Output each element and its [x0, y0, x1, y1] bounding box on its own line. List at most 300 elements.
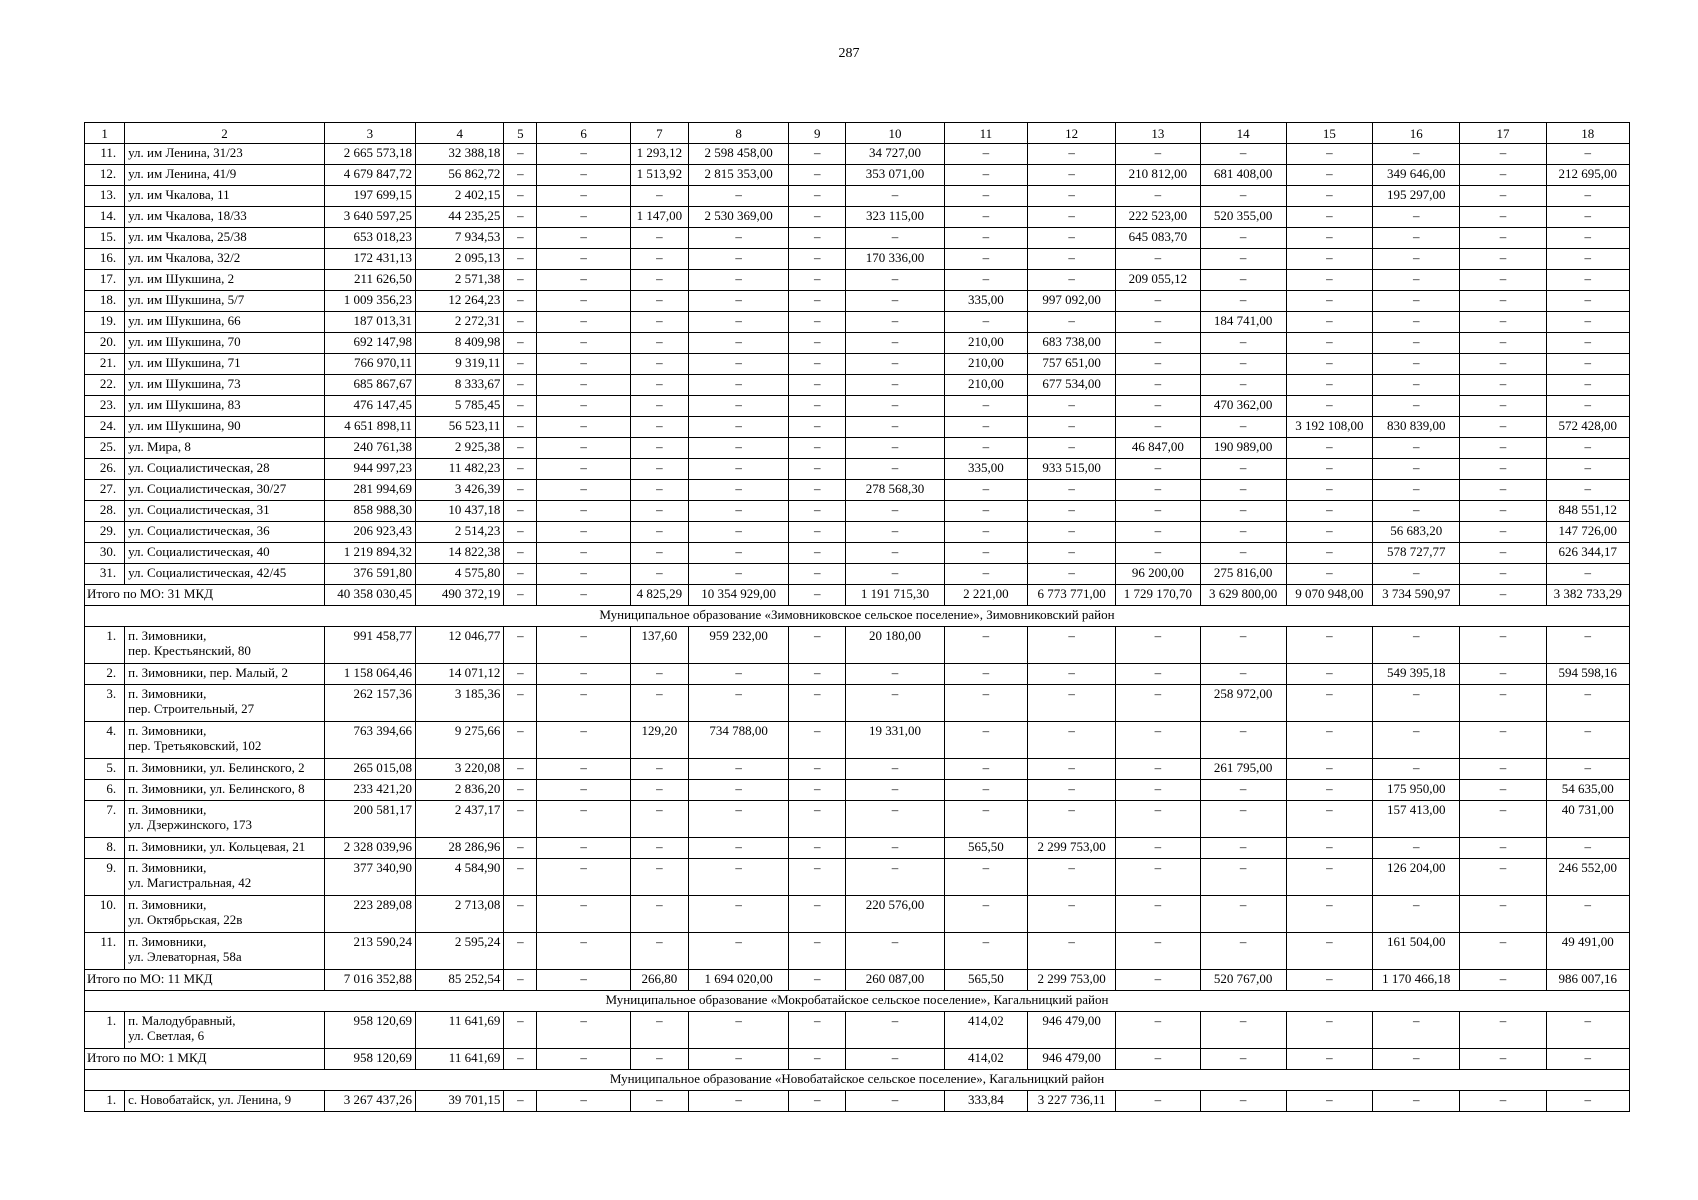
value-cell: – — [1460, 664, 1546, 685]
value-cell: – — [1460, 480, 1546, 501]
total-value-cell: 10 354 929,00 — [688, 585, 788, 606]
value-cell: – — [688, 564, 788, 585]
value-cell: 946 479,00 — [1027, 1012, 1115, 1049]
table-row — [85, 270, 1630, 291]
value-cell: – — [630, 801, 688, 838]
value-cell: – — [944, 627, 1027, 664]
value-cell: – — [1373, 228, 1460, 249]
value-cell: – — [1200, 543, 1286, 564]
value-cell: – — [1460, 759, 1546, 780]
total-value-cell: – — [1286, 1049, 1372, 1070]
value-cell: – — [537, 801, 630, 838]
value-cell: 126 204,00 — [1373, 859, 1460, 896]
value-cell: – — [1286, 1091, 1372, 1112]
total-value-cell: 1 729 170,70 — [1116, 585, 1200, 606]
value-cell: 220 576,00 — [846, 896, 944, 933]
value-cell: – — [537, 896, 630, 933]
value-cell: – — [688, 417, 788, 438]
value-cell: – — [688, 780, 788, 801]
value-cell: – — [1116, 480, 1200, 501]
value-cell: – — [1116, 838, 1200, 859]
value-cell: – — [1116, 375, 1200, 396]
total-value-cell: – — [537, 970, 630, 991]
value-cell: – — [1286, 664, 1372, 685]
value-cell: – — [1116, 291, 1200, 312]
value-cell: – — [1027, 186, 1115, 207]
value-cell: – — [630, 375, 688, 396]
value-cell: – — [1373, 207, 1460, 228]
value-cell: – — [944, 186, 1027, 207]
value-cell: 213 590,24 — [324, 933, 415, 970]
row-number: 23. — [85, 396, 125, 417]
value-cell: – — [688, 438, 788, 459]
value-cell: – — [1116, 685, 1200, 722]
value-cell: – — [1286, 896, 1372, 933]
value-cell: 959 232,00 — [688, 627, 788, 664]
value-cell: – — [1027, 228, 1115, 249]
total-value-cell: 1 694 020,00 — [688, 970, 788, 991]
row-number: 25. — [85, 438, 125, 459]
value-cell: – — [1373, 396, 1460, 417]
value-cell: – — [1286, 501, 1372, 522]
value-cell: – — [1027, 933, 1115, 970]
value-cell: – — [504, 375, 537, 396]
value-cell: – — [504, 501, 537, 522]
value-cell: – — [1116, 417, 1200, 438]
value-cell: – — [1200, 1012, 1286, 1049]
total-row — [85, 1049, 1630, 1070]
value-cell: – — [630, 354, 688, 375]
value-cell: – — [1460, 838, 1546, 859]
value-cell: 222 523,00 — [1116, 207, 1200, 228]
value-cell: – — [504, 564, 537, 585]
value-cell: 3 227 736,11 — [1027, 1091, 1115, 1112]
column-number-cell: 11 — [944, 123, 1027, 144]
value-cell: – — [846, 543, 944, 564]
value-cell: – — [789, 333, 846, 354]
value-cell: – — [1286, 480, 1372, 501]
value-cell: – — [1200, 480, 1286, 501]
value-cell: – — [1027, 165, 1115, 186]
row-number: 29. — [85, 522, 125, 543]
value-cell: – — [630, 249, 688, 270]
value-cell: – — [630, 859, 688, 896]
column-number-cell: 1 — [85, 123, 125, 144]
value-cell: – — [944, 933, 1027, 970]
value-cell: – — [1460, 207, 1546, 228]
value-cell: – — [944, 501, 1027, 522]
total-value-cell: – — [1546, 1049, 1629, 1070]
value-cell: – — [1286, 144, 1372, 165]
value-cell: 9 319,11 — [416, 354, 504, 375]
total-value-cell: – — [688, 1049, 788, 1070]
value-cell: 414,02 — [944, 1012, 1027, 1049]
address-cell: ул. им Шукшина, 73 — [125, 375, 325, 396]
value-cell: 56 683,20 — [1373, 522, 1460, 543]
value-cell: – — [1546, 333, 1629, 354]
value-cell: – — [1116, 759, 1200, 780]
value-cell: – — [688, 228, 788, 249]
address-cell: п. Зимовники, пер. Третьяковский, 102 — [125, 722, 325, 759]
value-cell: 323 115,00 — [846, 207, 944, 228]
row-number: 14. — [85, 207, 125, 228]
row-number: 22. — [85, 375, 125, 396]
row-number: 16. — [85, 249, 125, 270]
value-cell: – — [504, 859, 537, 896]
value-cell: – — [1546, 144, 1629, 165]
total-value-cell: – — [537, 585, 630, 606]
value-cell: 3 220,08 — [416, 759, 504, 780]
value-cell: 223 289,08 — [324, 896, 415, 933]
total-value-cell: – — [537, 1049, 630, 1070]
total-value-cell: 1 191 715,30 — [846, 585, 944, 606]
value-cell: – — [1116, 312, 1200, 333]
table-row — [85, 1091, 1630, 1112]
value-cell: 210,00 — [944, 333, 1027, 354]
value-cell: 549 395,18 — [1373, 664, 1460, 685]
value-cell: – — [1460, 333, 1546, 354]
value-cell: – — [537, 1091, 630, 1112]
value-cell: – — [1116, 780, 1200, 801]
value-cell: – — [630, 522, 688, 543]
row-number: 9. — [85, 859, 125, 896]
total-value-cell: – — [1200, 1049, 1286, 1070]
value-cell: – — [688, 312, 788, 333]
value-cell: 40 731,00 — [1546, 801, 1629, 838]
value-cell: – — [789, 664, 846, 685]
value-cell: – — [846, 375, 944, 396]
value-cell: 210,00 — [944, 354, 1027, 375]
value-cell: – — [537, 564, 630, 585]
value-cell: 2 514,23 — [416, 522, 504, 543]
value-cell: 677 534,00 — [1027, 375, 1115, 396]
table-row — [85, 375, 1630, 396]
table-row — [85, 801, 1630, 838]
value-cell: 2 530 369,00 — [688, 207, 788, 228]
value-cell: 12 046,77 — [416, 627, 504, 664]
value-cell: – — [789, 186, 846, 207]
row-number: 10. — [85, 896, 125, 933]
value-cell: 1 293,12 — [630, 144, 688, 165]
total-value-cell: 40 358 030,45 — [324, 585, 415, 606]
page-number: 287 — [838, 46, 860, 61]
total-value-cell: – — [1116, 970, 1200, 991]
address-cell: ул. им Чкалова, 11 — [125, 186, 325, 207]
value-cell: – — [688, 801, 788, 838]
value-cell: 197 699,15 — [324, 186, 415, 207]
total-value-cell: 2 299 753,00 — [1027, 970, 1115, 991]
row-number: 17. — [85, 270, 125, 291]
value-cell: – — [944, 480, 1027, 501]
value-cell: – — [537, 838, 630, 859]
table-row — [85, 780, 1630, 801]
value-cell: – — [789, 759, 846, 780]
value-cell: 175 950,00 — [1373, 780, 1460, 801]
value-cell: 3 640 597,25 — [324, 207, 415, 228]
value-cell: 1 009 356,23 — [324, 291, 415, 312]
value-cell: – — [537, 522, 630, 543]
value-cell: – — [789, 375, 846, 396]
value-cell: – — [789, 1091, 846, 1112]
value-cell: – — [846, 780, 944, 801]
value-cell: 692 147,98 — [324, 333, 415, 354]
value-cell: 2 836,20 — [416, 780, 504, 801]
value-cell: 376 591,80 — [324, 564, 415, 585]
value-cell: – — [688, 354, 788, 375]
value-cell: – — [1116, 627, 1200, 664]
value-cell: – — [688, 501, 788, 522]
value-cell: – — [504, 333, 537, 354]
value-cell: – — [537, 312, 630, 333]
table-row — [85, 438, 1630, 459]
value-cell: – — [1200, 627, 1286, 664]
value-cell: – — [504, 249, 537, 270]
table-row — [85, 838, 1630, 859]
value-cell: – — [504, 1091, 537, 1112]
value-cell: 265 015,08 — [324, 759, 415, 780]
value-cell: – — [1027, 780, 1115, 801]
value-cell: – — [1027, 522, 1115, 543]
total-value-cell: 260 087,00 — [846, 970, 944, 991]
value-cell: – — [846, 664, 944, 685]
value-cell: – — [688, 291, 788, 312]
value-cell: – — [1546, 722, 1629, 759]
address-cell: с. Новобатайск, ул. Ленина, 9 — [125, 1091, 325, 1112]
total-value-cell: 986 007,16 — [1546, 970, 1629, 991]
value-cell: – — [1286, 459, 1372, 480]
address-cell: ул. Социалистическая, 40 — [125, 543, 325, 564]
value-cell: – — [1373, 627, 1460, 664]
value-cell: – — [1373, 501, 1460, 522]
value-cell: – — [537, 780, 630, 801]
value-cell: 39 701,15 — [416, 1091, 504, 1112]
value-cell: 944 997,23 — [324, 459, 415, 480]
value-cell: 349 646,00 — [1373, 165, 1460, 186]
value-cell: – — [1460, 417, 1546, 438]
total-value-cell: 3 629 800,00 — [1200, 585, 1286, 606]
value-cell: 8 409,98 — [416, 333, 504, 354]
value-cell: – — [1286, 249, 1372, 270]
address-cell: п. Зимовники, ул. Кольцевая, 21 — [125, 838, 325, 859]
value-cell: – — [688, 1091, 788, 1112]
value-cell: – — [944, 522, 1027, 543]
value-cell: – — [1286, 438, 1372, 459]
value-cell: – — [1200, 801, 1286, 838]
value-cell: – — [630, 270, 688, 291]
value-cell: – — [1116, 144, 1200, 165]
row-number: 12. — [85, 165, 125, 186]
value-cell: – — [1546, 228, 1629, 249]
total-value-cell: 266,80 — [630, 970, 688, 991]
address-cell: ул. им Чкалова, 25/38 — [125, 228, 325, 249]
value-cell: – — [789, 627, 846, 664]
value-cell: – — [846, 685, 944, 722]
value-cell: 2 571,38 — [416, 270, 504, 291]
value-cell: – — [1546, 564, 1629, 585]
value-cell: – — [944, 270, 1027, 291]
value-cell: – — [846, 354, 944, 375]
value-cell: 233 421,20 — [324, 780, 415, 801]
value-cell: 32 388,18 — [416, 144, 504, 165]
value-cell: – — [1546, 1091, 1629, 1112]
value-cell: 2 402,15 — [416, 186, 504, 207]
value-cell: – — [1116, 801, 1200, 838]
value-cell: – — [1546, 354, 1629, 375]
value-cell: – — [1460, 896, 1546, 933]
value-cell: – — [789, 1012, 846, 1049]
value-cell: – — [504, 438, 537, 459]
value-cell: – — [630, 396, 688, 417]
value-cell: – — [1200, 722, 1286, 759]
value-cell: 212 695,00 — [1546, 165, 1629, 186]
total-label: Итого по МО: 31 МКД — [85, 585, 325, 606]
total-value-cell: – — [504, 970, 537, 991]
value-cell: – — [1286, 270, 1372, 291]
value-cell: – — [944, 859, 1027, 896]
value-cell: – — [1286, 933, 1372, 970]
total-value-cell: – — [630, 1049, 688, 1070]
value-cell: 161 504,00 — [1373, 933, 1460, 970]
value-cell: – — [1116, 354, 1200, 375]
table-row — [85, 896, 1630, 933]
value-cell: – — [1373, 759, 1460, 780]
value-cell: 44 235,25 — [416, 207, 504, 228]
value-cell: – — [789, 312, 846, 333]
row-number: 19. — [85, 312, 125, 333]
address-cell: ул. Социалистическая, 30/27 — [125, 480, 325, 501]
value-cell: – — [1373, 896, 1460, 933]
value-cell: – — [1116, 186, 1200, 207]
table-row — [85, 543, 1630, 564]
section-heading: Муниципальное образование «Мокробатайское сельское поселение», Кагальницкий район — [85, 991, 1630, 1012]
value-cell: 49 491,00 — [1546, 933, 1629, 970]
value-cell: 20 180,00 — [846, 627, 944, 664]
value-cell: 594 598,16 — [1546, 664, 1629, 685]
value-cell: – — [846, 459, 944, 480]
value-cell: 54 635,00 — [1546, 780, 1629, 801]
value-cell: – — [1460, 780, 1546, 801]
value-cell: – — [1027, 801, 1115, 838]
value-cell: – — [944, 417, 1027, 438]
table-row — [85, 501, 1630, 522]
value-cell: – — [1200, 144, 1286, 165]
row-number: 1. — [85, 627, 125, 664]
value-cell: – — [630, 459, 688, 480]
value-cell: – — [1116, 1012, 1200, 1049]
address-cell: п. Зимовники, пер. Малый, 2 — [125, 664, 325, 685]
value-cell: – — [1373, 375, 1460, 396]
value-cell: – — [1546, 896, 1629, 933]
total-value-cell: 7 016 352,88 — [324, 970, 415, 991]
total-label: Итого по МО: 11 МКД — [85, 970, 325, 991]
value-cell: – — [537, 459, 630, 480]
value-cell: – — [1116, 933, 1200, 970]
value-cell: 172 431,13 — [324, 249, 415, 270]
table-row — [85, 459, 1630, 480]
table-row — [85, 859, 1630, 896]
value-cell: – — [1027, 312, 1115, 333]
value-cell: – — [537, 207, 630, 228]
value-cell: – — [630, 333, 688, 354]
value-cell: 2 665 573,18 — [324, 144, 415, 165]
value-cell: 7 934,53 — [416, 228, 504, 249]
value-cell: 56 862,72 — [416, 165, 504, 186]
value-cell: – — [789, 801, 846, 838]
value-cell: 653 018,23 — [324, 228, 415, 249]
value-cell: – — [1027, 480, 1115, 501]
value-cell: – — [1460, 375, 1546, 396]
value-cell: 184 741,00 — [1200, 312, 1286, 333]
value-cell: – — [1116, 522, 1200, 543]
table-row — [85, 333, 1630, 354]
table-row — [85, 664, 1630, 685]
value-cell: – — [944, 207, 1027, 228]
value-cell: – — [537, 396, 630, 417]
value-cell: – — [504, 480, 537, 501]
value-cell: – — [1286, 564, 1372, 585]
value-cell: – — [504, 312, 537, 333]
value-cell: – — [630, 838, 688, 859]
value-cell: – — [1546, 1012, 1629, 1049]
value-cell: – — [688, 480, 788, 501]
value-cell: – — [1286, 543, 1372, 564]
value-cell: – — [1546, 249, 1629, 270]
value-cell: – — [1116, 1091, 1200, 1112]
value-cell: 958 120,69 — [324, 1012, 415, 1049]
value-cell: – — [537, 228, 630, 249]
value-cell: – — [1460, 627, 1546, 664]
value-cell: – — [1460, 1012, 1546, 1049]
value-cell: – — [1116, 459, 1200, 480]
value-cell: – — [1373, 838, 1460, 859]
value-cell: – — [846, 396, 944, 417]
value-cell: 28 286,96 — [416, 838, 504, 859]
value-cell: – — [1546, 396, 1629, 417]
value-cell: – — [1200, 896, 1286, 933]
value-cell: – — [1286, 165, 1372, 186]
value-cell: 470 362,00 — [1200, 396, 1286, 417]
value-cell: 997 092,00 — [1027, 291, 1115, 312]
row-number: 6. — [85, 780, 125, 801]
address-cell: п. Зимовники, пер. Крестьянский, 80 — [125, 627, 325, 664]
section-heading: Муниципальное образование «Новобатайское сельское поселение», Кагальницкий район — [85, 1070, 1630, 1091]
address-cell: ул. им Шукшина, 2 — [125, 270, 325, 291]
value-cell: – — [630, 228, 688, 249]
value-cell: 1 513,92 — [630, 165, 688, 186]
value-cell: – — [944, 780, 1027, 801]
value-cell: – — [630, 543, 688, 564]
value-cell: – — [630, 1091, 688, 1112]
value-cell: – — [537, 144, 630, 165]
value-cell: 683 738,00 — [1027, 333, 1115, 354]
value-cell: – — [1546, 459, 1629, 480]
value-cell: 685 867,67 — [324, 375, 415, 396]
value-cell: – — [944, 664, 1027, 685]
value-cell: 848 551,12 — [1546, 501, 1629, 522]
value-cell: – — [1200, 522, 1286, 543]
value-cell: – — [846, 312, 944, 333]
value-cell: – — [1200, 186, 1286, 207]
value-cell: – — [1286, 780, 1372, 801]
value-cell: – — [688, 270, 788, 291]
total-value-cell: 9 070 948,00 — [1286, 585, 1372, 606]
address-cell: ул. Социалистическая, 42/45 — [125, 564, 325, 585]
value-cell: – — [504, 759, 537, 780]
value-cell: – — [630, 1012, 688, 1049]
column-number-cell: 10 — [846, 123, 944, 144]
total-label: Итого по МО: 1 МКД — [85, 1049, 325, 1070]
value-cell: 187 013,31 — [324, 312, 415, 333]
